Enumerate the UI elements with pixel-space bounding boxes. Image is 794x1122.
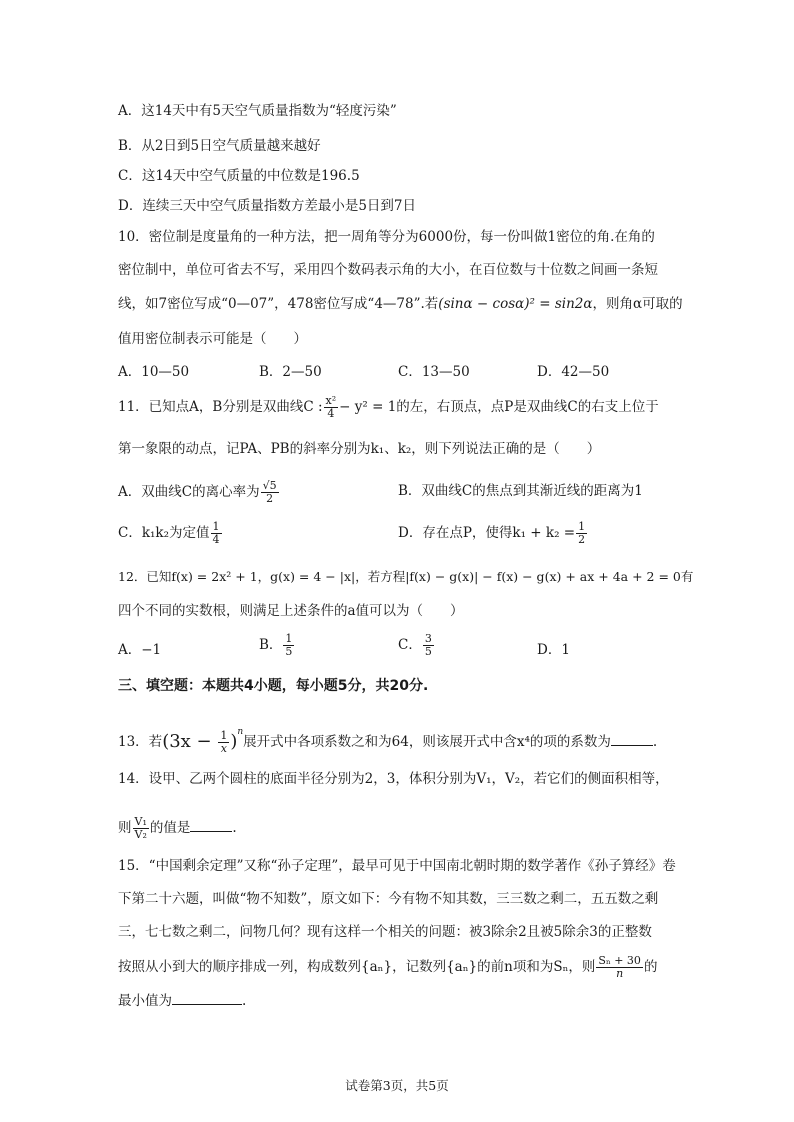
q11-option-c-fraction bbox=[211, 521, 222, 546]
q13-end: . bbox=[652, 734, 658, 750]
q10-option-c: C．13—50 bbox=[398, 364, 470, 380]
q13-frac-num: 1 bbox=[220, 729, 228, 742]
q11-option-d-text: D．存在点P，使得k₁ + k₂ = bbox=[398, 525, 576, 541]
q11-option-a-fraction bbox=[261, 480, 279, 505]
q11-option-d-fraction bbox=[576, 521, 587, 546]
q11-line1-b: − y² = 1的左，右顶点，点P是双曲线C的右支上位于 bbox=[339, 399, 659, 415]
q14-fraction bbox=[133, 816, 149, 841]
q12-option-b-num: 1 bbox=[285, 632, 293, 645]
q15-frac-num: Sₙ + 30 bbox=[598, 954, 641, 967]
q13-line bbox=[118, 722, 657, 755]
q12-option-c-num: 3 bbox=[424, 632, 432, 645]
q14-answer-blank[interactable] bbox=[190, 819, 232, 832]
q14-line1: 14．设甲、乙两个圆柱的底面半径分别为2，3，体积分别为V₁，V₂，若它们的侧面积相等， bbox=[118, 771, 669, 787]
q15-line4 bbox=[118, 955, 657, 980]
q11-option-c bbox=[118, 521, 223, 546]
q15-end: . bbox=[242, 993, 247, 1009]
q15-frac-den: n bbox=[616, 967, 624, 980]
q10-line3-text: 线，如7密位写成“0—07”，478密位写成“4—78”.若 bbox=[118, 296, 439, 312]
section-heading: 三、填空题：本题共4小题，每小题5分，共20分. bbox=[118, 678, 429, 694]
q12-option-b-den: 5 bbox=[285, 645, 293, 658]
q14-line2 bbox=[118, 816, 237, 841]
q11-option-a-den: 2 bbox=[266, 492, 274, 505]
q15-line5 bbox=[118, 991, 246, 1011]
q15-line4-text: 按照从小到大的顺序排成一列，构成数列{aₙ}，记数列{aₙ}的前n项和为Sₙ，则 bbox=[118, 959, 596, 975]
q11-frac-den: 4 bbox=[327, 407, 335, 420]
q14-tail: 的值是 bbox=[149, 820, 191, 836]
q12-option-a: A．−1 bbox=[118, 642, 162, 658]
page-footer: 试卷第3页，共5页 bbox=[345, 1078, 449, 1093]
q11-frac-num: x² bbox=[325, 394, 337, 407]
q15-line3: 三，七七数之剩二，问物几何？现有这样一个相关的问题：被3除余2且被5除余3的正整数 bbox=[118, 924, 652, 940]
q10-line2: 密位制中，单位可省去不写，采用四个数码表示角的大小，在百位数与十位数之间画一条短 bbox=[118, 262, 658, 278]
q9-option-c: C．这14天中空气质量的中位数是196.5 bbox=[118, 168, 360, 184]
q13-answer-blank[interactable] bbox=[611, 733, 653, 746]
q11-option-d-den: 2 bbox=[578, 533, 586, 546]
q10-option-a: A．10—50 bbox=[118, 364, 190, 380]
q13-prefix: 13．若 bbox=[118, 734, 163, 750]
q12-option-d: D．1 bbox=[537, 642, 570, 658]
q11-hyperbola-fraction bbox=[324, 395, 339, 420]
q15-line4-tail: 的 bbox=[643, 959, 658, 975]
q10-formula: (sinα − cosα)² = sin2α bbox=[438, 296, 593, 312]
q15-line5-text: 最小值为 bbox=[118, 993, 172, 1009]
q12-option-c-label: C． bbox=[398, 637, 422, 653]
q11-line1 bbox=[118, 395, 659, 420]
q9-option-d: D．连续三天中空气质量指数方差最小是5日到7日 bbox=[118, 198, 417, 214]
q10-line3 bbox=[118, 294, 683, 314]
q14-frac-num: V₁ bbox=[134, 815, 147, 828]
q10-line4: 值用密位制表示可能是（ ） bbox=[118, 331, 307, 347]
q12-option-c-fraction bbox=[423, 633, 434, 658]
q11-option-c-den: 4 bbox=[212, 533, 220, 546]
q9-option-a: A．这14天中有5天空气质量指数为“轻度污染” bbox=[118, 103, 397, 119]
q12-option-b-fraction bbox=[283, 633, 294, 658]
q15-answer-blank[interactable] bbox=[172, 992, 242, 1005]
q11-option-a-num: √5 bbox=[262, 479, 277, 492]
q11-line1-a: 11．已知点A，B分别是双曲线C : bbox=[118, 399, 323, 415]
q10-option-d: D．42—50 bbox=[537, 364, 610, 380]
q13-exponent: n bbox=[237, 727, 244, 737]
q12-option-c-den: 5 bbox=[424, 645, 432, 658]
q12-line2: 四个不同的实数根，则满足上述条件的a值可以为（ ） bbox=[118, 603, 464, 619]
q14-end: . bbox=[232, 820, 237, 836]
q14-prefix: 则 bbox=[118, 820, 132, 836]
q10-line3-tail: ，则角α可取的 bbox=[592, 296, 683, 312]
q11-option-c-num: 1 bbox=[212, 520, 220, 533]
q11-option-d-num: 1 bbox=[578, 520, 586, 533]
q14-frac-den: V₂ bbox=[134, 828, 147, 841]
q13-expr-close: ) bbox=[230, 731, 238, 752]
q15-fraction bbox=[596, 955, 643, 980]
q13-fraction bbox=[218, 730, 229, 755]
q11-option-a-text: A．双曲线C的离心率为 bbox=[118, 484, 260, 500]
q12-option-c bbox=[398, 633, 435, 658]
q9-option-b: B．从2日到5日空气质量越来越好 bbox=[118, 138, 321, 154]
q11-line2: 第一象限的动点，记PA、PB的斜率分别为k₁、k₂，则下列说法正确的是（ ） bbox=[118, 441, 601, 457]
q11-option-d bbox=[398, 521, 588, 546]
q13-tail: 展开式中各项系数之和为64，则该展开式中含x⁴的项的系数为 bbox=[243, 734, 611, 750]
q13-expr: (3x − bbox=[162, 731, 218, 752]
q12-line1: 12．已知f(x) = 2x² + 1，g(x) = 4 − |x|，若方程|f(x) − g(x)| − f(x) − g(x) + ax + 4a + 2 = 0有 bbox=[118, 569, 694, 584]
q11-option-b: B．双曲线C的焦点到其渐近线的距离为1 bbox=[398, 483, 643, 499]
q10-line1: 10．密位制是度量角的一种方法，把一周角等分为6000份，每一份叫做1密位的角.在角的 bbox=[118, 229, 655, 245]
q13-frac-den: x bbox=[220, 742, 227, 755]
q15-line2: 下第二十六题，叫做“物不知数”，原文如下：今有物不知其数，三三数之剩二，五五数之剩 bbox=[118, 891, 659, 907]
q11-option-c-text: C．k₁k₂为定值 bbox=[118, 525, 210, 541]
q12-option-b bbox=[259, 633, 295, 658]
q15-line1: 15．“中国剩余定理”又称“孙子定理”，最早可见于中国南北朝时期的数学著作《孙子算经》卷 bbox=[118, 858, 676, 874]
q11-option-a bbox=[118, 480, 280, 505]
q10-option-b: B．2—50 bbox=[259, 364, 322, 380]
q12-option-b-label: B． bbox=[259, 637, 283, 653]
